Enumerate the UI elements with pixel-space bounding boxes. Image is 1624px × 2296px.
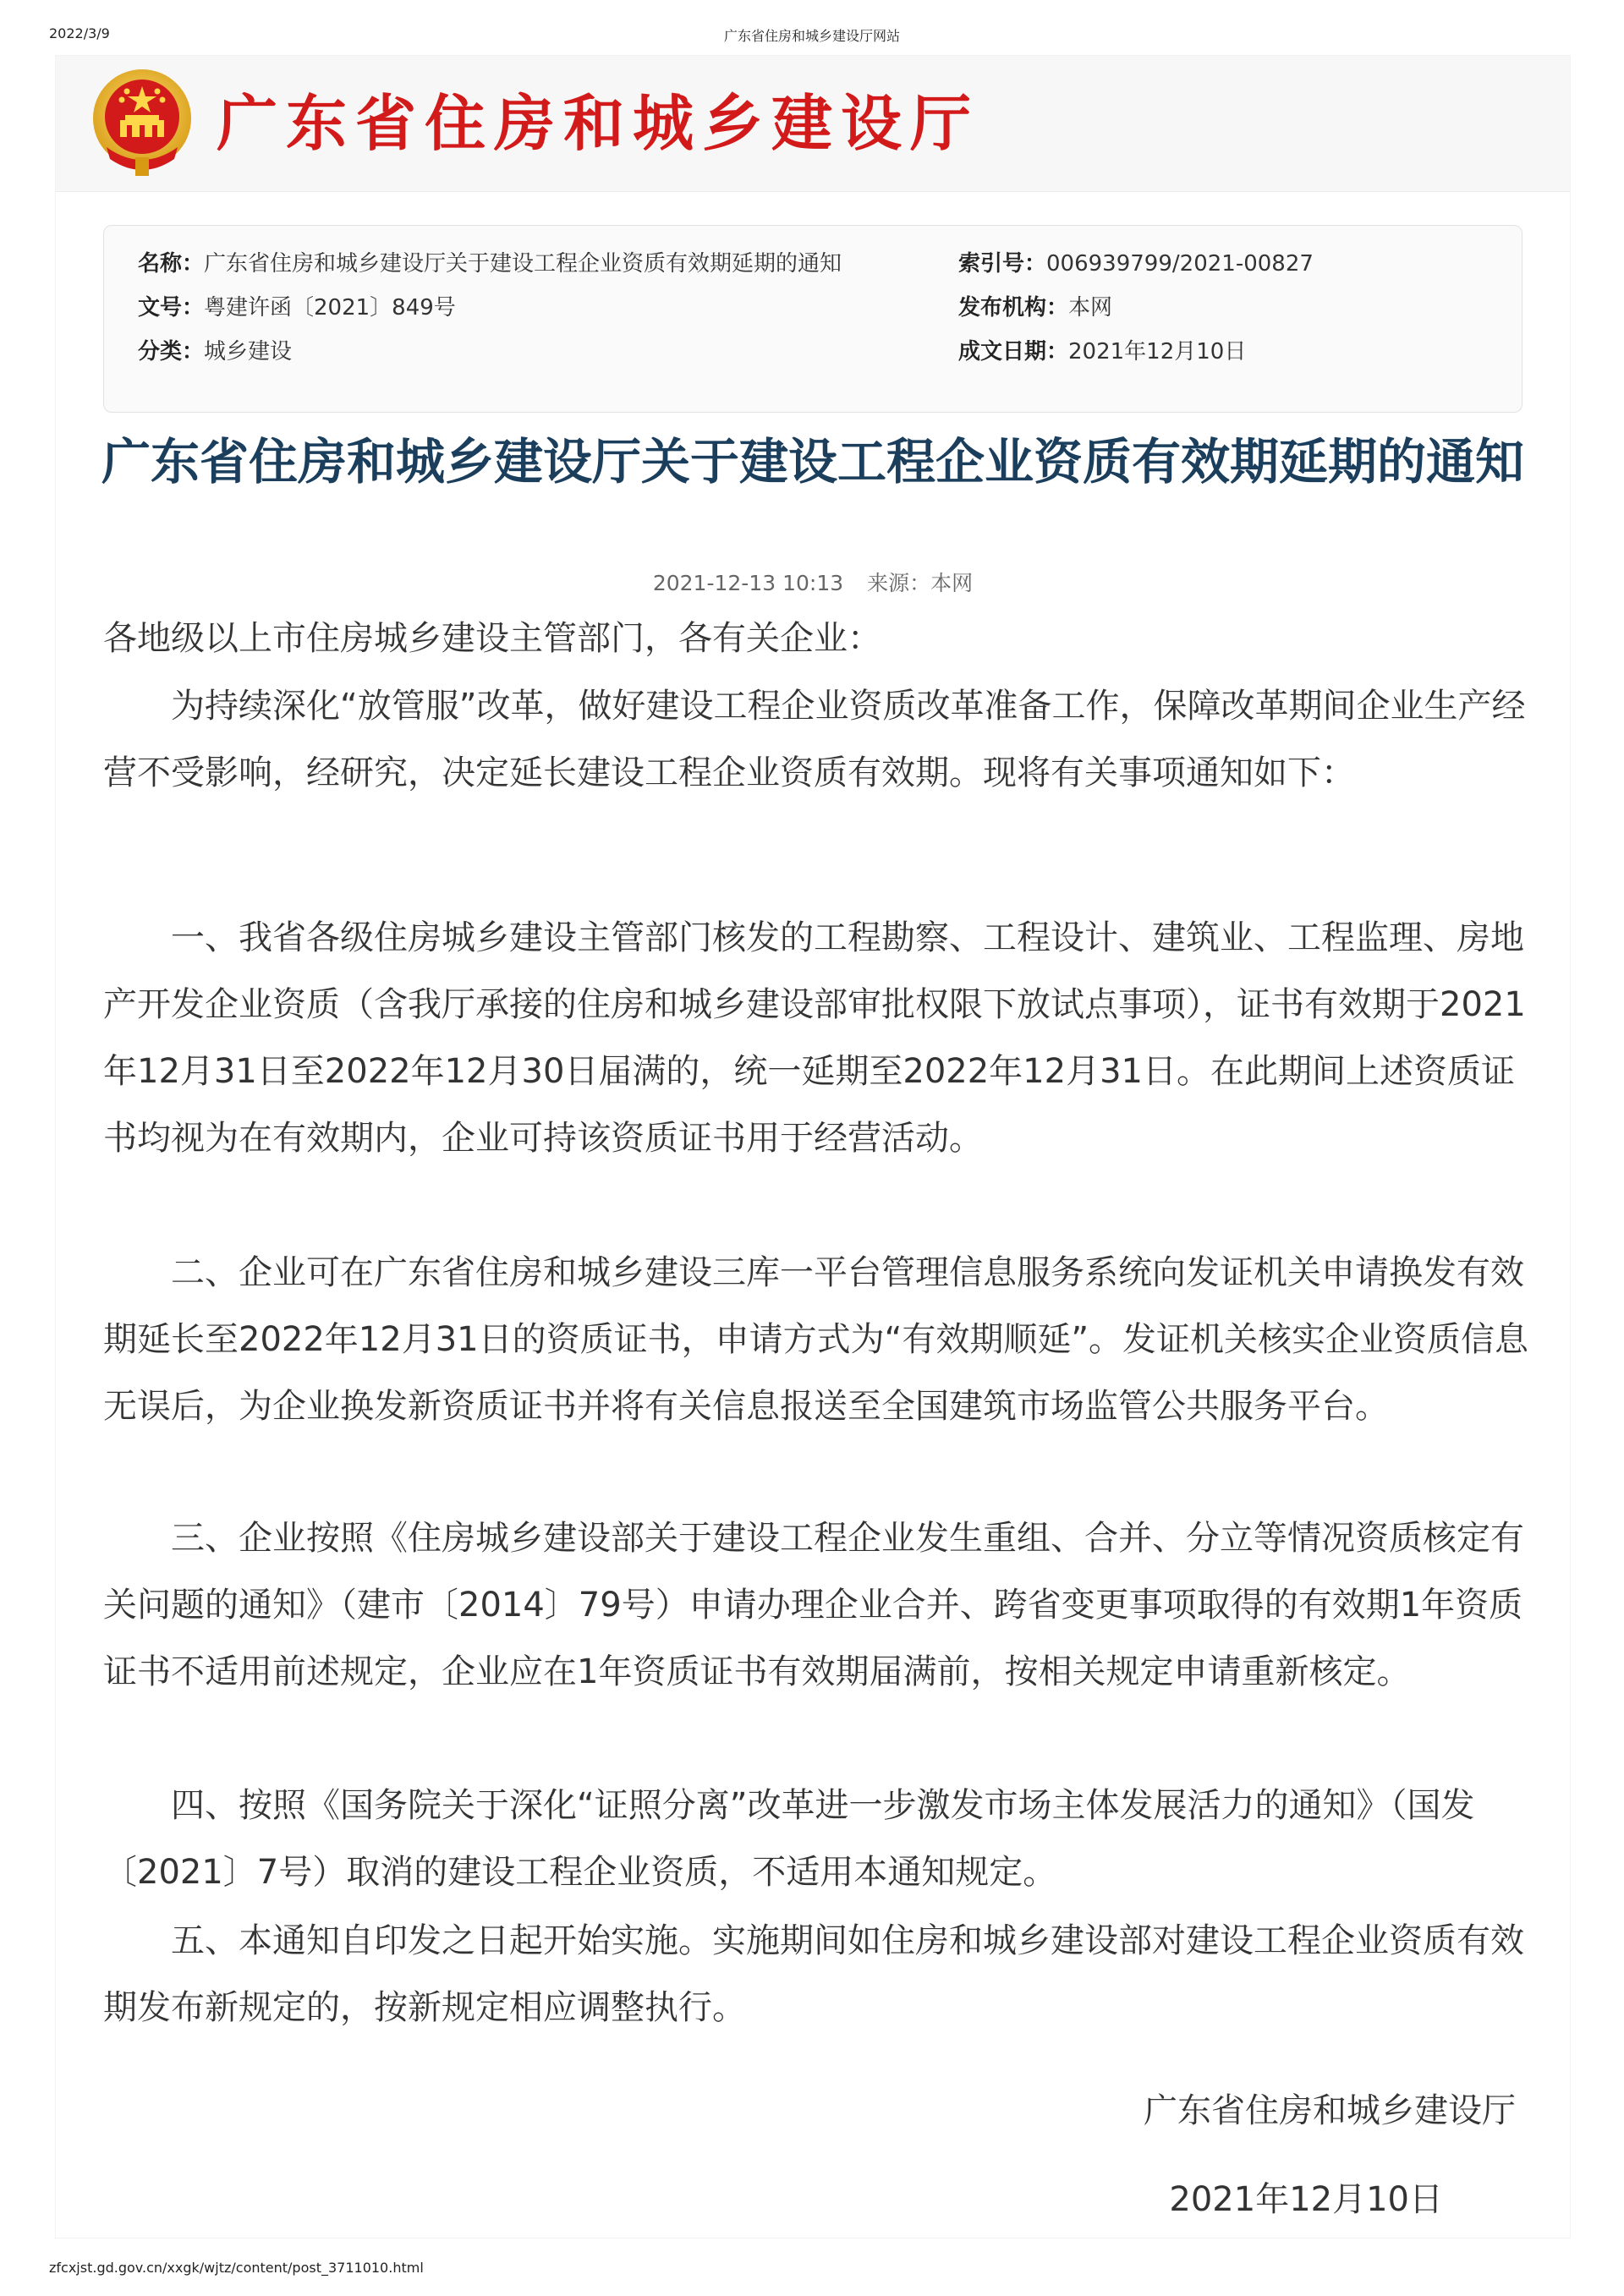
- meta-publisher-value: 本网: [1068, 295, 1113, 321]
- paragraph-item-5: 五、本通知自印发之日起开始实施。实施期间如住房和城乡建设部对建设工程企业资质有效期发布新规定的，按新规定相应调整执行。: [103, 1921, 1524, 2027]
- meta-doc-no-label: 文号：: [138, 295, 205, 321]
- meta-doc-no: [138, 293, 456, 322]
- site-name: 广东省住房和城乡建设厅: [217, 87, 980, 159]
- print-header: [0, 25, 1624, 51]
- meta-category: [138, 337, 292, 366]
- meta-date-value: 2021年12月10日: [1068, 339, 1247, 364]
- meta-date-label: 成文日期：: [958, 339, 1069, 364]
- meta-publisher-label: 发布机构：: [958, 295, 1069, 321]
- paragraph-item-2: 二、企业可在广东省住房和城乡建设三库一平台管理信息服务系统向发证机关申请换发有效期延长至2022年12月31日的资质证书，申请方式为“有效期顺延”。发证机关核实企业资质信息无误后，为企业换发新资质证书并将有关信息报送至全国建筑市场监管公共服务平台。: [103, 1253, 1529, 1426]
- national-emblem-icon: [90, 66, 195, 181]
- meta-doc-no-value: 粤建许函〔2021〕849号: [204, 295, 456, 321]
- meta-name-value: 广东省住房和城乡建设厅关于建设工程企业资质有效期延期的通知: [204, 251, 842, 277]
- meta-index-value: 006939799/2021-00827: [1046, 251, 1314, 277]
- meta-name-label: 名称：: [138, 251, 205, 277]
- paragraph-item-4: 四、按照《国务院关于深化“证照分离”改革进一步激发市场主体发展活力的通知》（国发〔2021〕7号）取消的建设工程企业资质，不适用本通知规定。: [103, 1786, 1475, 1892]
- article-source: 来源：本网: [867, 571, 974, 595]
- paragraph-intro: 为持续深化“放管服”改革，做好建设工程企业资质改革准备工作，保障改革期间企业生产经营不受影响，经研究，决定延长建设工程企业资质有效期。现将有关事项通知如下：: [103, 687, 1526, 792]
- article-publish-time: 2021-12-13 10:13: [652, 571, 844, 595]
- signature-organization: 广东省住房和城乡建设厅: [1144, 2091, 1516, 2130]
- meta-category-label: 分类：: [138, 339, 205, 364]
- meta-index-label: 索引号：: [958, 251, 1047, 277]
- page-content: [56, 56, 1570, 2238]
- paragraph-item-3: 三、企业按照《住房城乡建设部关于建设工程企业发生重组、合并、分立等情况资质核定有关问题的通知》（建市〔2014〕79号）申请办理企业合并、跨省变更事项取得的有效期1年资质证书不适用前述规定，企业应在1年资质证书有效期届满前，按相关规定申请重新核定。: [103, 1519, 1524, 1691]
- signature-date: 2021年12月10日: [1169, 2180, 1443, 2219]
- article-meta: [56, 570, 1570, 597]
- meta-category-value: 城乡建设: [204, 339, 293, 364]
- print-date: 2022/3/9: [49, 25, 110, 41]
- salutation: 各地级以上市住房城乡建设主管部门，各有关企业：: [103, 619, 881, 658]
- article-title: 广东省住房和城乡建设厅关于建设工程企业资质有效期延期的通知: [101, 433, 1524, 490]
- paragraph-item-1: 一、我省各级住房城乡建设主管部门核发的工程勘察、工程设计、建筑业、工程监理、房地产开发企业资质（含我厅承接的住房和城乡建设部审批权限下放试点事项），证书有效期于2021年12月31日至2022年12月30日届满的，统一延期至2022年12月31日。在此期间上述资质证书均视为在有效期内，企业可持该资质证书用于经营活动。: [103, 918, 1526, 1158]
- print-footer-url: zfcxjst.gd.gov.cn/xxgk/wjtz/content/post_3711010.html: [49, 2260, 424, 2276]
- meta-name: [138, 249, 842, 278]
- print-page-title: 广东省住房和城乡建设厅网站: [723, 28, 900, 44]
- document-info-panel: [103, 225, 1522, 413]
- meta-publisher: [958, 293, 1112, 322]
- meta-index: [958, 249, 1314, 278]
- meta-date: [958, 337, 1246, 366]
- site-banner: [56, 56, 1570, 192]
